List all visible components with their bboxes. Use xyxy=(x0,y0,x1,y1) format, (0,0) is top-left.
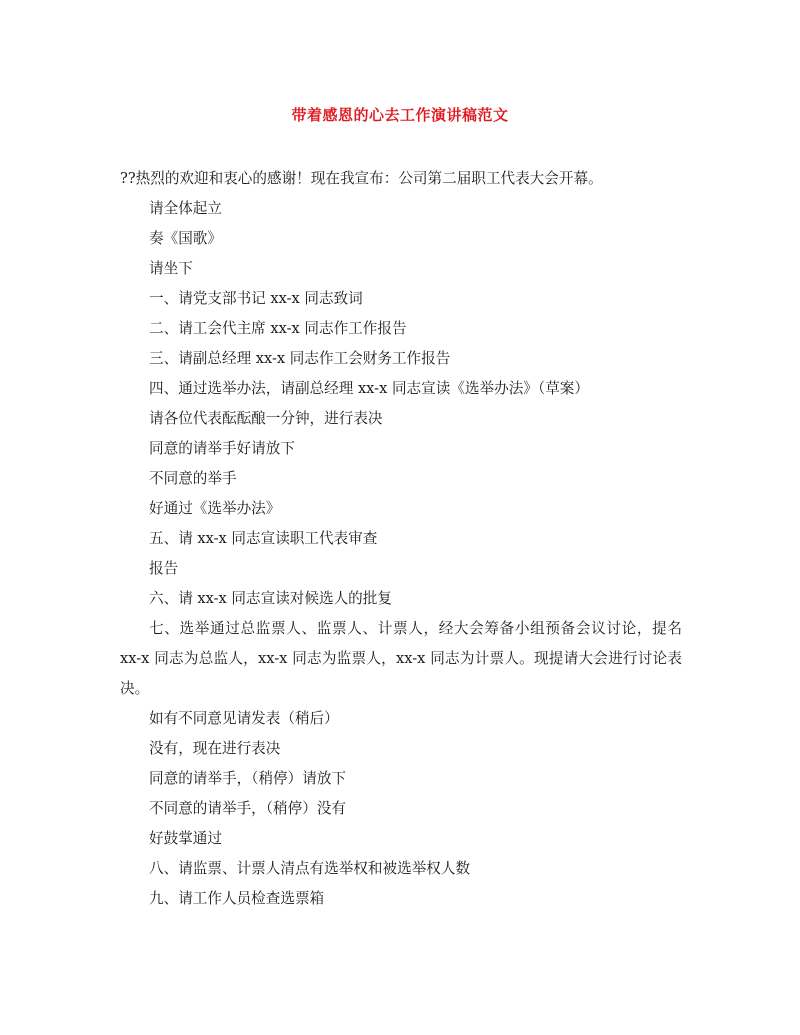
body-line: 请各位代表酝酝酿一分钟，进行表决 xyxy=(149,410,383,427)
body-line: 没有，现在进行表决 xyxy=(149,740,281,757)
body-line: 五、请 xx-x 同志宣读职工代表审查 xyxy=(149,530,378,547)
body-line: 一、请党支部书记 xx-x 同志致词 xyxy=(149,290,363,307)
body-line: 不同意的举手 xyxy=(149,470,237,487)
body-line: 六、请 xx-x 同志宣读对候选人的批复 xyxy=(149,590,392,607)
body-line: 九、请工作人员检查选票箱 xyxy=(149,890,325,907)
body-line: 三、请副总经理 xx-x 同志作工会财务工作报告 xyxy=(149,350,451,367)
election-paragraph: 七、选举通过总监票人、监票人、计票人，经大会筹备小组预备会议讨论，提名 xx-x 同志为总监人，xx-x 同志为监票人，xx-x 同志为计票人。现提请大会进行讨论表决。 xyxy=(120,620,682,697)
body-line: 八、请监票、计票人清点有选举权和被选举权人数 xyxy=(149,860,471,877)
body-line: 报告 xyxy=(149,560,179,577)
body-line: 同意的请举手好请放下 xyxy=(149,440,295,457)
document-title: 带着感恩的心去工作演讲稿范文 xyxy=(291,106,509,124)
body-line: 二、请工会代主席 xx-x 同志作工作报告 xyxy=(149,320,407,337)
body-line: 如有不同意见请发表（稍后） xyxy=(149,710,339,727)
body-line: 请坐下 xyxy=(149,260,193,277)
body-line: 不同意的请举手，（稍停）没有 xyxy=(149,800,347,817)
body-line: 奏《国歌》 xyxy=(149,230,222,247)
body-line: 好鼓掌通过 xyxy=(149,830,222,847)
opening-line: ??热烈的欢迎和衷心的感谢！现在我宣布：公司第二届职工代表大会开幕。 xyxy=(120,170,603,187)
body-line: 好通过《选举办法》 xyxy=(149,500,281,517)
document-body xyxy=(120,164,682,914)
body-line: 四、通过选举办法，请副总经理 xx-x 同志宣读《选举办法》（草案） xyxy=(149,380,589,397)
body-line: 请全体起立 xyxy=(149,200,222,217)
body-line: 同意的请举手，（稍停）请放下 xyxy=(149,770,347,787)
